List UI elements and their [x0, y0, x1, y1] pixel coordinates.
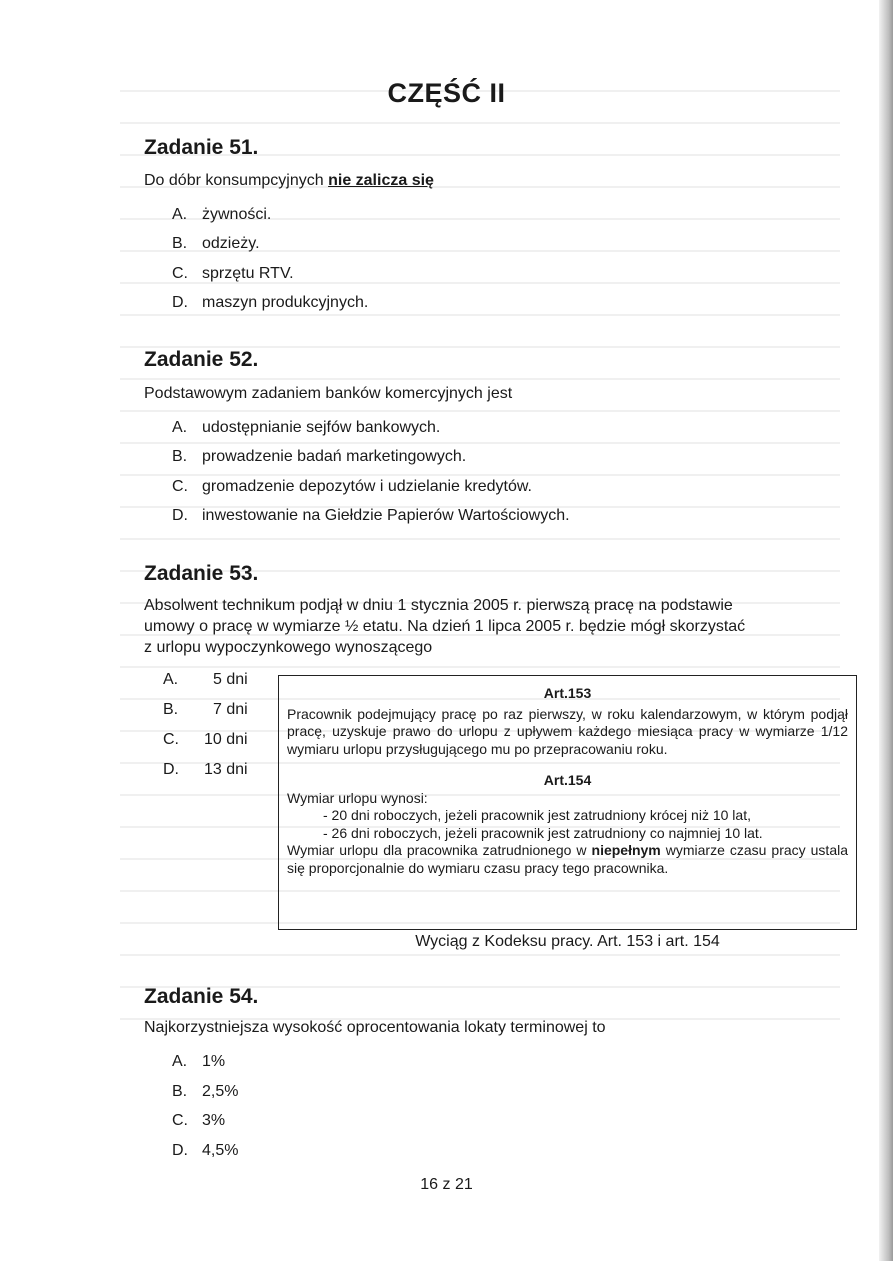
- task-52-stem: Podstawowym zadaniem banków komercyjnych jest: [144, 385, 513, 402]
- task-53-title: Zadanie 53.: [144, 562, 259, 585]
- option-text: gromadzenie depozytów i udzielanie kredytów.: [202, 478, 532, 495]
- task-51-stem-emphasis: nie zalicza się: [328, 172, 434, 189]
- option-letter: B.: [172, 448, 188, 465]
- task-53-stem-line-2: umowy o pracę w wymiarze ½ etatu. Na dzień 1 lipca 2005 r. będzie mógł skorzystać: [144, 618, 746, 635]
- option-letter: A.: [163, 671, 179, 688]
- option-letter: B.: [172, 1083, 188, 1100]
- option-text: 2,5%: [202, 1083, 239, 1100]
- option-text: 3%: [202, 1112, 226, 1129]
- option-text: inwestowanie na Giełdzie Papierów Wartościowych.: [202, 507, 570, 524]
- option-letter: D.: [172, 507, 188, 524]
- option-letter: A.: [172, 419, 188, 436]
- task-51-option-b[interactable]: [172, 235, 260, 253]
- option-letter: D.: [172, 1142, 188, 1159]
- task-52-option-b[interactable]: [172, 448, 466, 466]
- art-153-text: Pracownik podejmujący pracę po raz pierwszy, w roku kalendarzowym, w którym podjął pracę, uzyskuje prawo do urlopu z upływem każdego miesiąca pracy w wymiarze 1/12 wymiaru urlopu przysługującego mu po przepracowaniu roku.: [287, 705, 848, 757]
- art-154-rule-emphasis: niepełnym: [591, 842, 661, 858]
- task-52-option-c[interactable]: [172, 478, 532, 496]
- task-53-stem-line-3: z urlopu wypoczynkowego wynoszącego: [144, 639, 433, 656]
- option-text: sprzętu RTV.: [202, 265, 294, 282]
- option-text: 1%: [202, 1053, 226, 1070]
- option-letter: D.: [172, 294, 188, 311]
- art-154-rule-start: Wymiar urlopu dla pracownika zatrudnionego w: [287, 842, 592, 858]
- task-54-option-c[interactable]: [172, 1112, 225, 1130]
- option-letter: B.: [172, 235, 188, 252]
- task-51-stem-text: Do dóbr konsumpcyjnych: [144, 172, 329, 189]
- option-text: 5 dni: [213, 671, 248, 688]
- task-54-option-b[interactable]: [172, 1083, 238, 1101]
- task-51-option-a[interactable]: [172, 206, 271, 224]
- task-51-stem: [144, 170, 824, 191]
- task-54-option-d[interactable]: [172, 1142, 238, 1160]
- option-text: 4,5%: [202, 1142, 239, 1159]
- task-54-title: Zadanie 54.: [144, 985, 259, 1008]
- option-text: prowadzenie badań marketingowych.: [202, 448, 467, 465]
- task-51-option-c[interactable]: [172, 265, 294, 283]
- task-52-title: Zadanie 52.: [144, 348, 259, 371]
- task-52-option-a[interactable]: [172, 419, 440, 437]
- option-text: odzieży.: [202, 235, 260, 252]
- option-letter: C.: [172, 265, 188, 282]
- task-54-stem: Najkorzystniejsza wysokość oprocentowania lokaty terminowej to: [144, 1019, 606, 1036]
- option-text: 13 dni: [204, 761, 248, 778]
- task-54-option-a[interactable]: [172, 1053, 225, 1071]
- option-letter: C.: [172, 478, 188, 495]
- option-letter: B.: [163, 701, 179, 718]
- option-letter: A.: [172, 1053, 188, 1070]
- option-text: udostępnianie sejfów bankowych.: [202, 419, 441, 436]
- option-letter: C.: [172, 1112, 188, 1129]
- labor-code-excerpt-box: [278, 675, 857, 930]
- option-text: 7 dni: [213, 701, 248, 718]
- option-text: 10 dni: [204, 731, 248, 748]
- page-edge-shadow: [879, 0, 893, 1261]
- task-51-option-d[interactable]: [172, 294, 368, 312]
- art-154-rule-end: wymiarze czasu pracy ustala się proporcjonalnie do wymiaru czasu pracy tego pracownika.: [287, 842, 849, 876]
- task-52-option-d[interactable]: [172, 507, 570, 525]
- art-154-heading: Art.154: [543, 772, 592, 788]
- labor-code-caption: Wyciąg z Kodeksu pracy. Art. 153 i art. 154: [415, 933, 720, 950]
- option-text: maszyn produkcyjnych.: [202, 294, 369, 311]
- option-text: żywności.: [202, 206, 272, 223]
- art-154-part-time-rule: [287, 842, 848, 877]
- task-53-stem: [144, 595, 824, 658]
- task-53-stem-line-1: Absolwent technikum podjął w dniu 1 stycznia 2005 r. pierwszą pracę na podstawie: [144, 597, 733, 614]
- art-154-bullet-1: - 20 dni roboczych, jeżeli pracownik jest zatrudniony krócej niż 10 lat,: [323, 807, 751, 823]
- task-51-title: Zadanie 51.: [144, 136, 259, 159]
- option-letter: C.: [163, 731, 179, 748]
- option-letter: D.: [163, 761, 179, 778]
- part-title: CZĘŚĆ II: [387, 78, 506, 108]
- option-letter: A.: [172, 206, 188, 223]
- page-number: 16 z 21: [420, 1176, 473, 1193]
- art-154-intro: Wymiar urlopu wynosi:: [287, 789, 428, 806]
- art-153-heading: Art.153: [543, 685, 592, 701]
- art-154-bullet-2: - 26 dni roboczych, jeżeli pracownik jest zatrudniony co najmniej 10 lat.: [323, 824, 763, 841]
